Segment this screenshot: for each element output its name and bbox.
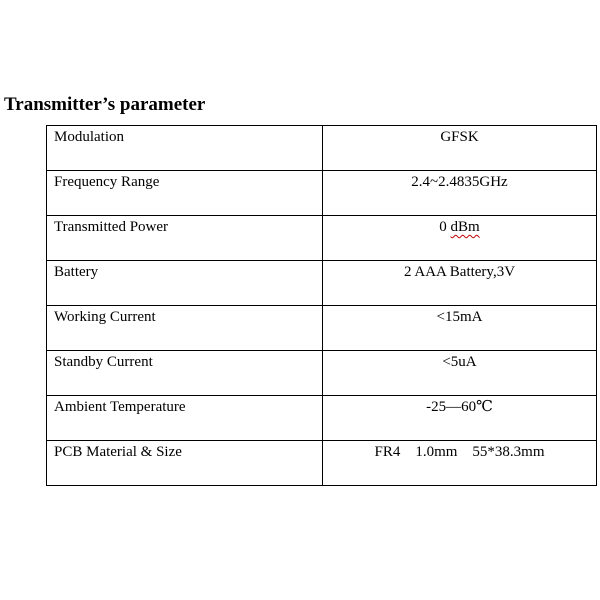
param-value	[323, 216, 597, 261]
table-row	[47, 216, 597, 261]
param-name: Working Current	[47, 306, 323, 351]
param-name: Standby Current	[47, 351, 323, 396]
param-name: Modulation	[47, 126, 323, 171]
param-name: Frequency Range	[47, 171, 323, 216]
param-value: 2 AAA Battery,3V	[323, 261, 597, 306]
param-value: <15mA	[323, 306, 597, 351]
table-row	[47, 396, 597, 441]
param-name: PCB Material & Size	[47, 441, 323, 486]
param-value: 2.4~2.4835GHz	[323, 171, 597, 216]
param-value-number: 0	[439, 219, 447, 235]
section-heading: Transmitter’s parameter	[4, 94, 206, 115]
table-row	[47, 351, 597, 396]
param-name: Ambient Temperature	[47, 396, 323, 441]
table-row	[47, 441, 597, 486]
param-value-unit: dBm	[450, 219, 480, 235]
param-value: FR4 1.0mm 55*38.3mm	[323, 441, 597, 486]
param-name: Battery	[47, 261, 323, 306]
param-value: -25—60℃	[323, 396, 597, 441]
parameter-table	[46, 125, 597, 486]
param-name: Transmitted Power	[47, 216, 323, 261]
param-value: GFSK	[323, 126, 597, 171]
table-row	[47, 126, 597, 171]
param-value: <5uA	[323, 351, 597, 396]
table-row	[47, 261, 597, 306]
table-row	[47, 306, 597, 351]
table-row	[47, 171, 597, 216]
